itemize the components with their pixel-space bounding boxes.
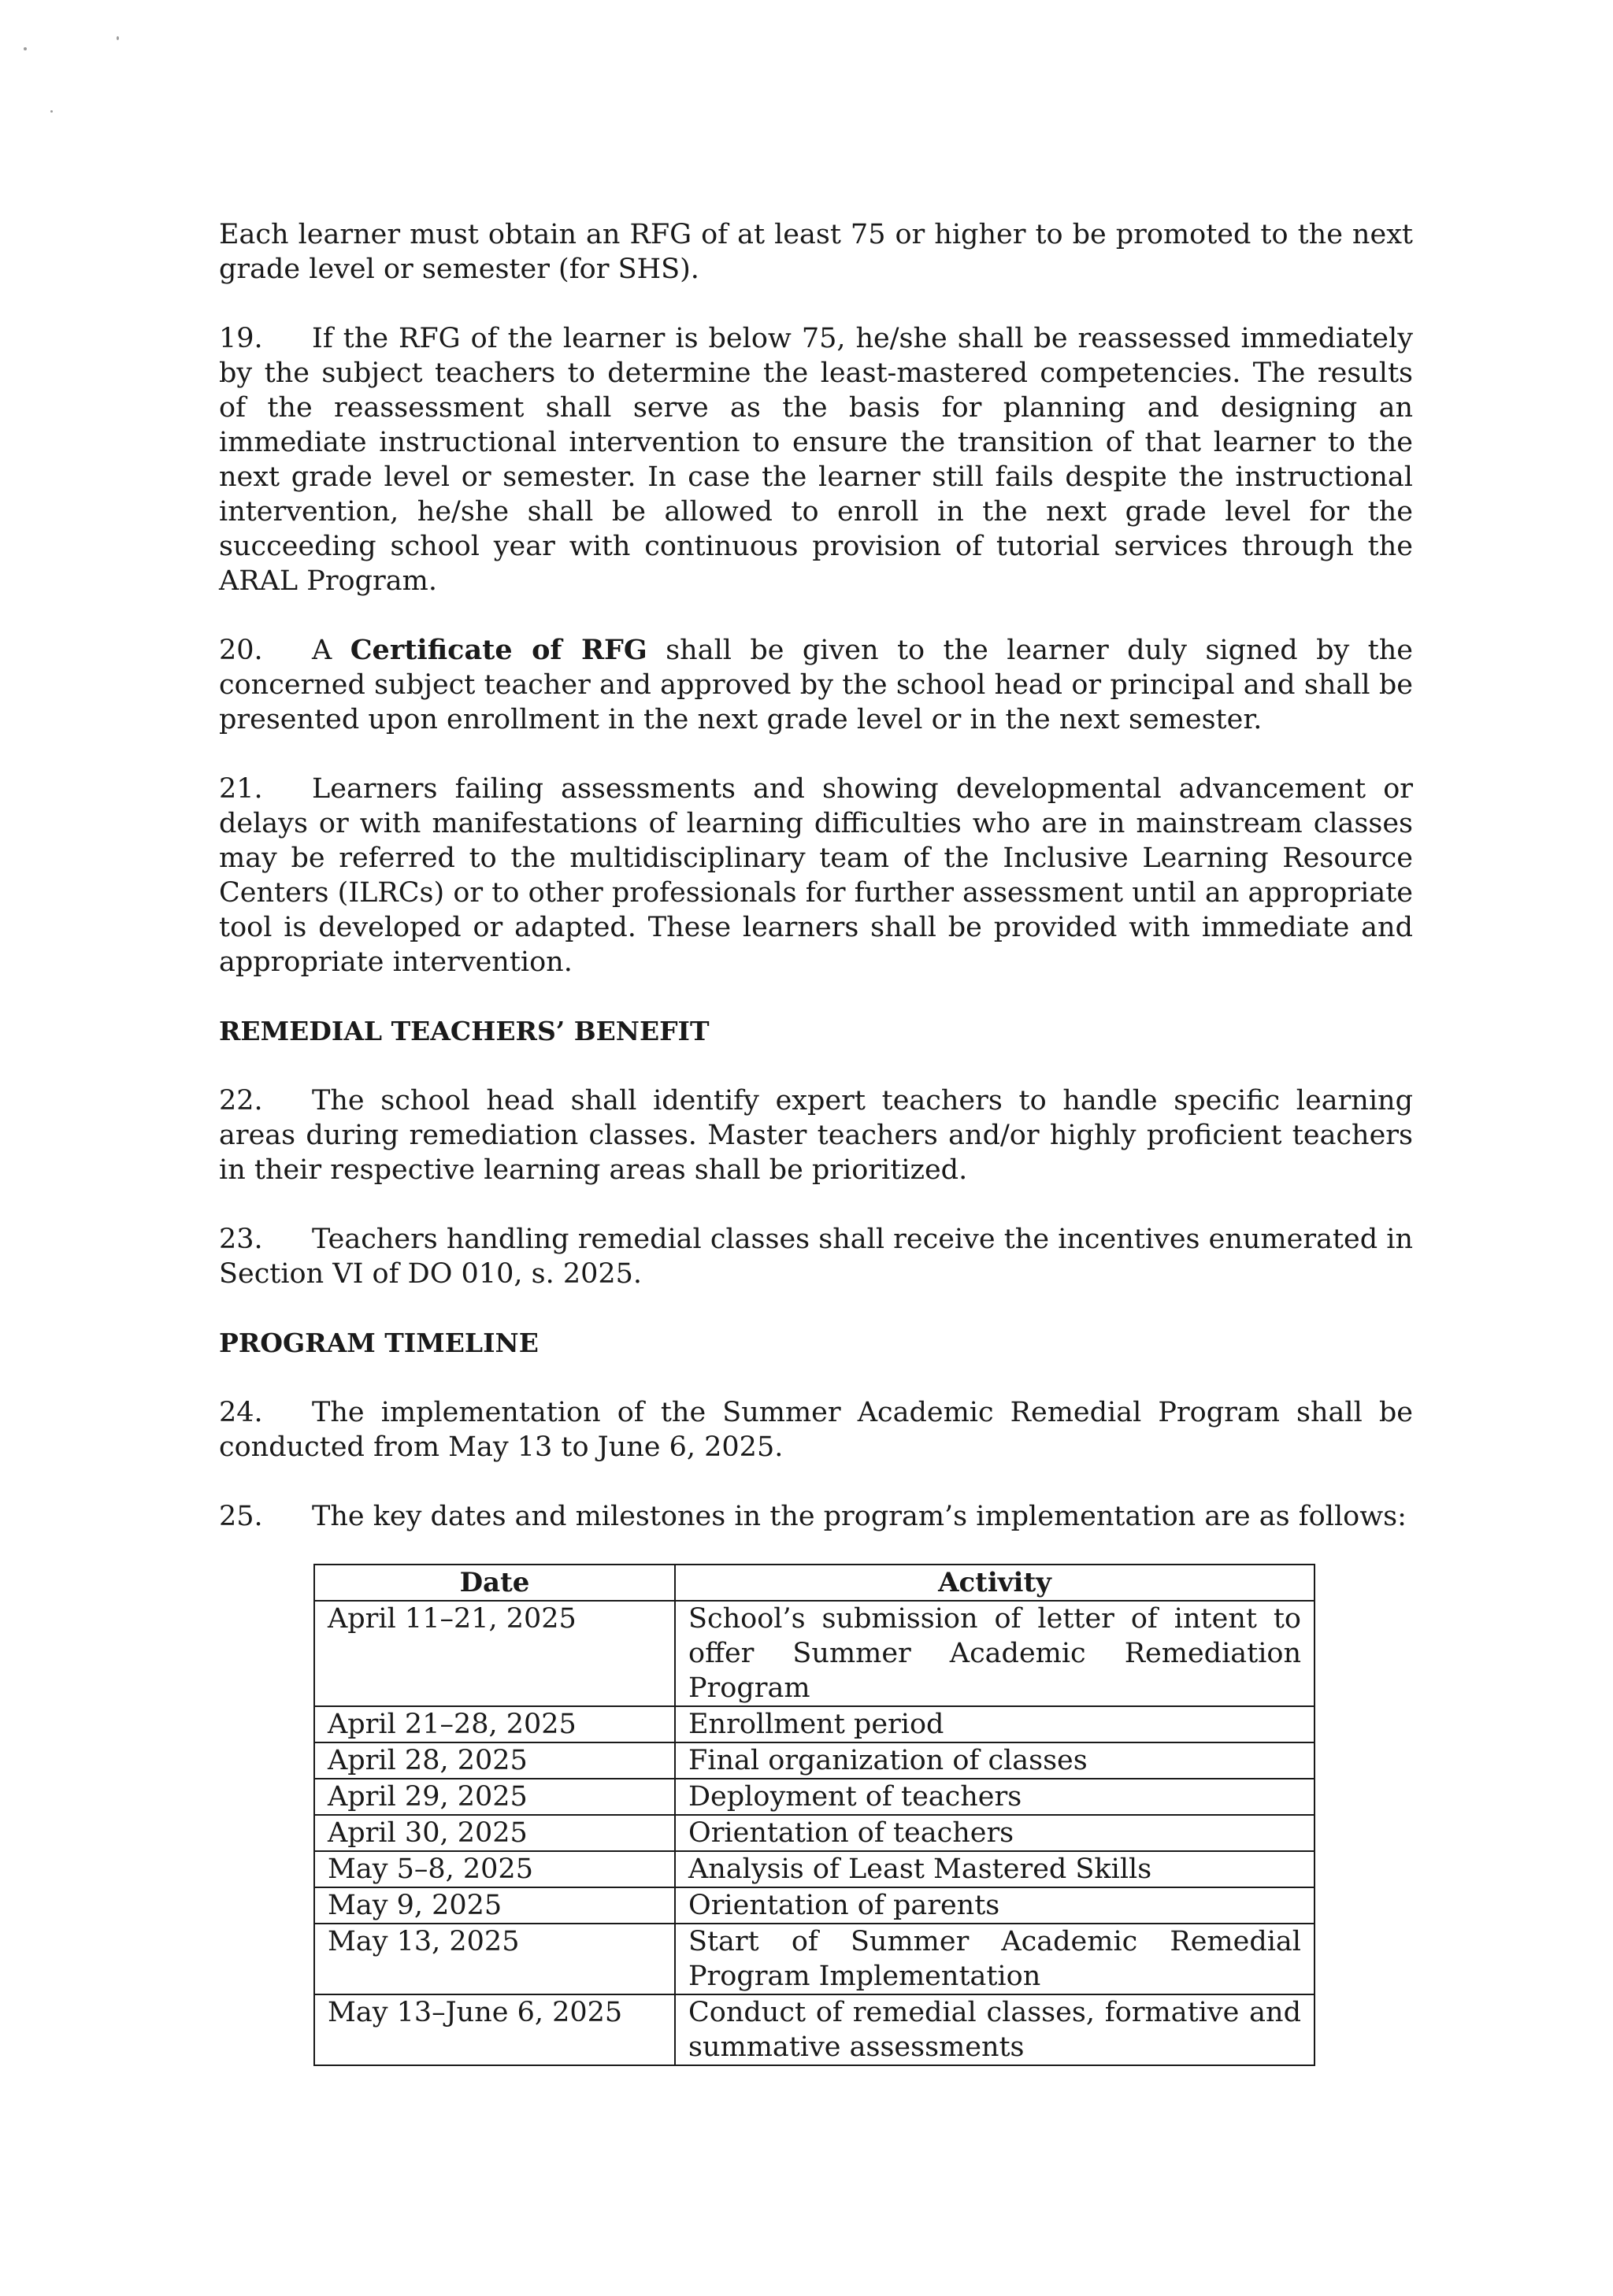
table-row: [314, 1779, 1315, 1815]
paragraph-number: 20.: [219, 635, 263, 666]
table-header-row: [314, 1565, 1315, 1601]
paragraph-20: [219, 633, 1413, 737]
paragraph-number: 23.: [219, 1224, 263, 1255]
date-cell: April 28, 2025: [314, 1742, 675, 1779]
document-body: [219, 217, 1413, 2066]
scan-speck: [24, 47, 27, 50]
table-row: [314, 1887, 1315, 1924]
section-heading-benefit: REMEDIAL TEACHERS’ BENEFIT: [219, 1016, 710, 1046]
paragraph-number: 19.: [219, 323, 263, 354]
paragraph-number: 22.: [219, 1085, 263, 1117]
activity-cell: Deployment of teachers: [675, 1779, 1315, 1815]
paragraph-19: [219, 321, 1413, 598]
activity-cell: School’s submission of letter of intent to offer Summer Academic Remediation Program: [675, 1601, 1315, 1706]
table-row: [314, 1706, 1315, 1742]
date-cell: April 29, 2025: [314, 1779, 675, 1815]
table-row: [314, 1601, 1315, 1706]
paragraph-text: The implementation of the Summer Academic Remedial Program shall be conducted from May 13 to June 6, 2025.: [219, 1397, 1413, 1463]
date-cell: April 21–28, 2025: [314, 1706, 675, 1742]
table-row: [314, 1851, 1315, 1887]
paragraph-text: Each learner must obtain an RFG of at least 75 or higher to be promoted to the next grade level or semester (for SHS).: [219, 219, 1413, 285]
activity-cell: Orientation of teachers: [675, 1815, 1315, 1851]
date-cell: May 5–8, 2025: [314, 1851, 675, 1887]
paragraph-number: 21.: [219, 773, 263, 805]
paragraph-22: [219, 1083, 1413, 1187]
paragraph-25: [219, 1499, 1413, 1534]
certificate-term: Certificate of RFG: [350, 634, 647, 666]
paragraph-text: Learners failing assessments and showing developmental advancement or delays or with manifestations of learning difficulties who are in mainstream classes may be referred to the multidisciplinary team of the Inclusive Learning Resource Centers (ILRCs) or to other professionals for further assessment until an appropriate tool is developed or adapted. These learners shall be provided with immediate and appropriate intervention.: [219, 773, 1413, 978]
date-cell: May 9, 2025: [314, 1887, 675, 1924]
activity-cell: Conduct of remedial classes, formative and summative assessments: [675, 1994, 1315, 2065]
paragraph-24: [219, 1395, 1413, 1465]
date-cell: May 13, 2025: [314, 1924, 675, 1994]
scan-speck: [50, 110, 53, 113]
activity-cell: Orientation of parents: [675, 1887, 1315, 1924]
activity-cell: Final organization of classes: [675, 1742, 1315, 1779]
paragraph-23: [219, 1222, 1413, 1291]
paragraph-text: shall be given to the learner duly signed by the concerned subject teacher and approved by the school head or principal and shall be presented upon enrollment in the next grade level or in the next semester.: [219, 635, 1413, 735]
paragraph-intro: [219, 217, 1413, 287]
column-header-date: Date: [314, 1565, 675, 1601]
paragraph-lead: A: [312, 635, 332, 666]
scan-speck: [117, 36, 119, 40]
date-cell: May 13–June 6, 2025: [314, 1994, 675, 2065]
table-row: [314, 1994, 1315, 2065]
activity-cell: Enrollment period: [675, 1706, 1315, 1742]
section-heading-timeline: PROGRAM TIMELINE: [219, 1328, 539, 1358]
paragraph-21: [219, 772, 1413, 980]
date-cell: April 11–21, 2025: [314, 1601, 675, 1706]
table-row: [314, 1924, 1315, 1994]
paragraph-number: 25.: [219, 1501, 263, 1532]
activity-cell: Start of Summer Academic Remedial Program Implementation: [675, 1924, 1315, 1994]
activity-cell: Analysis of Least Mastered Skills: [675, 1851, 1315, 1887]
timeline-table: [313, 1564, 1315, 2066]
paragraph-text: If the RFG of the learner is below 75, he/she shall be reassessed immediately by the subject teachers to determine the least-mastered competencies. The results of the reassessment shall serve as the basis for planning and designing an immediate instructional intervention to ensure the transition of that learner to the next grade level or semester. In case the learner still fails despite the instructional intervention, he/she shall be allowed to enroll in the next grade level for the succeeding school year with continuous provision of tutorial services through the ARAL Program.: [219, 323, 1413, 597]
column-header-activity: Activity: [675, 1565, 1315, 1601]
paragraph-number: 24.: [219, 1397, 263, 1428]
paragraph-text: The school head shall identify expert teachers to handle specific learning areas during remediation classes. Master teachers and/or highly proficient teachers in their respective learning areas shall be prioritized.: [219, 1085, 1413, 1186]
table-row: [314, 1742, 1315, 1779]
paragraph-text: Teachers handling remedial classes shall receive the incentives enumerated in Section VI of DO 010, s. 2025.: [219, 1224, 1413, 1290]
date-cell: April 30, 2025: [314, 1815, 675, 1851]
table-row: [314, 1815, 1315, 1851]
paragraph-text: The key dates and milestones in the program’s implementation are as follows:: [312, 1501, 1407, 1532]
